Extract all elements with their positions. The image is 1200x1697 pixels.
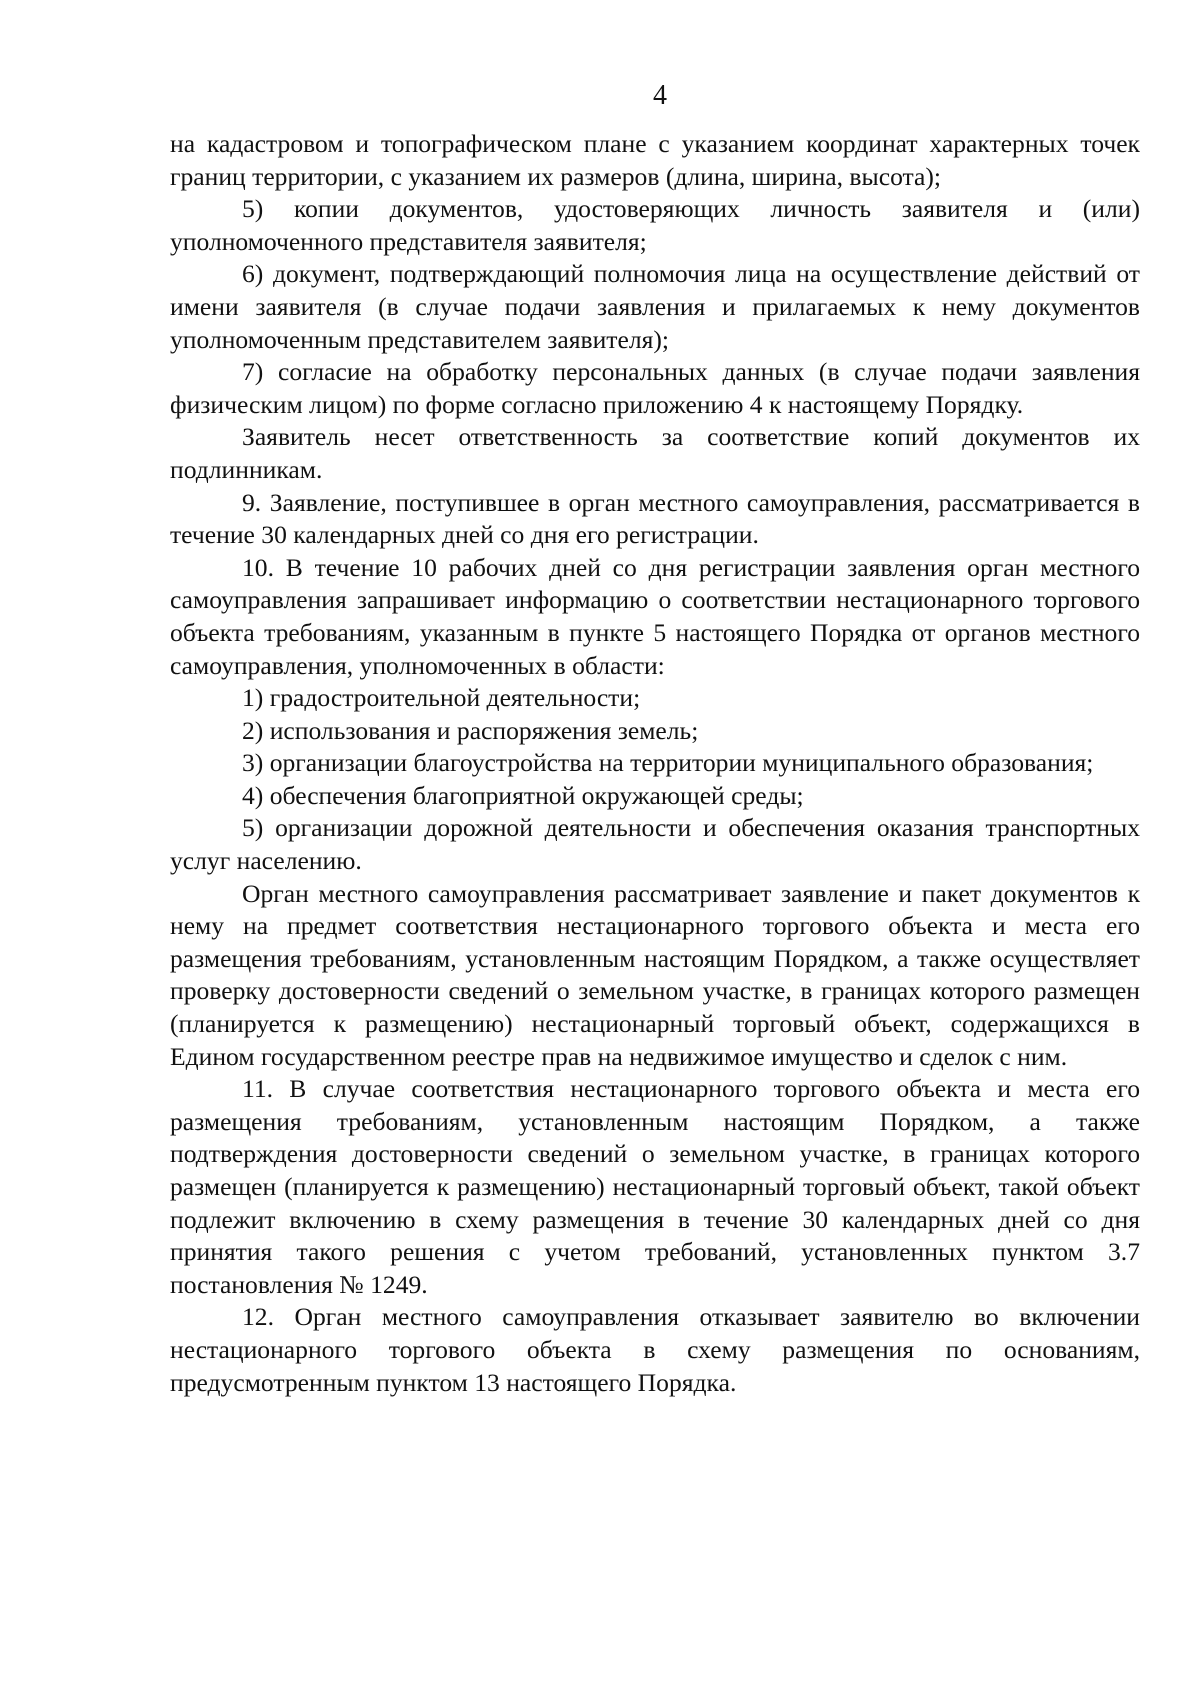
sublist-item-3: 3) организации благоустройства на территории муниципального образования; (242, 748, 1094, 778)
list-item-5-copies: 5) копии документов, удостоверяющих личность заявителя и (или) уполномоченного представителя заявителя; (170, 194, 1140, 256)
paragraph-review: Орган местного самоуправления рассматривает заявление и пакет документов к нему на предмет соответствия нестационарного торгового объекта и места его размещения требованиям, установленным настоящим Порядком, а также осуществляет проверку достоверности сведений о земельном участке, в границах которого размещен (планируется к размещению) нестационарный торговый объект, содержащихся в Едином государственном реестре прав на недвижимое имущество и сделок с ним. (170, 878, 1140, 1071)
page-number: 4 (653, 80, 667, 111)
clause-9: 9. Заявление, поступившее в орган местного самоуправления, рассматривается в течение 30 календарных дней со дня его регистрации. (170, 487, 1140, 550)
clause-10: 10. В течение 10 рабочих дней со дня регистрации заявления орган местного самоуправления запрашивает информацию о соответствии нестационарного торгового объекта требованиям, указанным в пункте 5 настоящего Порядка от органов местного самоуправления, уполномоченных в области: (170, 552, 1140, 680)
document-body (170, 128, 1140, 1399)
sublist-item-1: 1) градостроительной деятельности; (242, 683, 641, 713)
paragraph-continuation: на кадастровом и топографическом плане с указанием координат характерных точек границ территории, с указанием их размеров (длина, ширина, высота); (170, 129, 1140, 191)
sublist-item-2: 2) использования и распоряжения земель; (242, 715, 699, 745)
sublist-item-5: 5) организации дорожной деятельности и обеспечения оказания транспортных услуг населению. (170, 813, 1140, 876)
clause-12: 12. Орган местного самоуправления отказывает заявителю во включении нестационарного торгового объекта в схему размещения по основаниям, предусмотренным пунктом 13 настоящего Порядка. (170, 1302, 1140, 1397)
paragraph-applicant-responsibility: Заявитель несет ответственность за соответствие копий документов их подлинникам. (170, 422, 1140, 484)
clause-11: 11. В случае соответствия нестационарного торгового объекта и места его размещения требованиям, установленным настоящим Порядком, а также подтверждения достоверности сведений о земельном участке, в границах которого размещен (планируется к размещению) нестационарный торговый объект, такой объект подлежит включению в схему размещения в течение 30 календарных дней со дня принятия такого решения с учетом требований, установленных пунктом 3.7 постановления № 1249. (170, 1074, 1140, 1299)
list-item-7-consent: 7) согласие на обработку персональных данных (в случае подачи заявления физическим лицом) по форме согласно приложению 4 к настоящему Порядку. (170, 357, 1140, 419)
sublist-item-4: 4) обеспечения благоприятной окружающей среды; (242, 780, 804, 810)
list-item-6-authority: 6) документ, подтверждающий полномочия лица на осуществление действий от имени заявителя (в случае подачи заявления и прилагаемых к нему документов уполномоченным представителем заявителя); (170, 259, 1140, 354)
